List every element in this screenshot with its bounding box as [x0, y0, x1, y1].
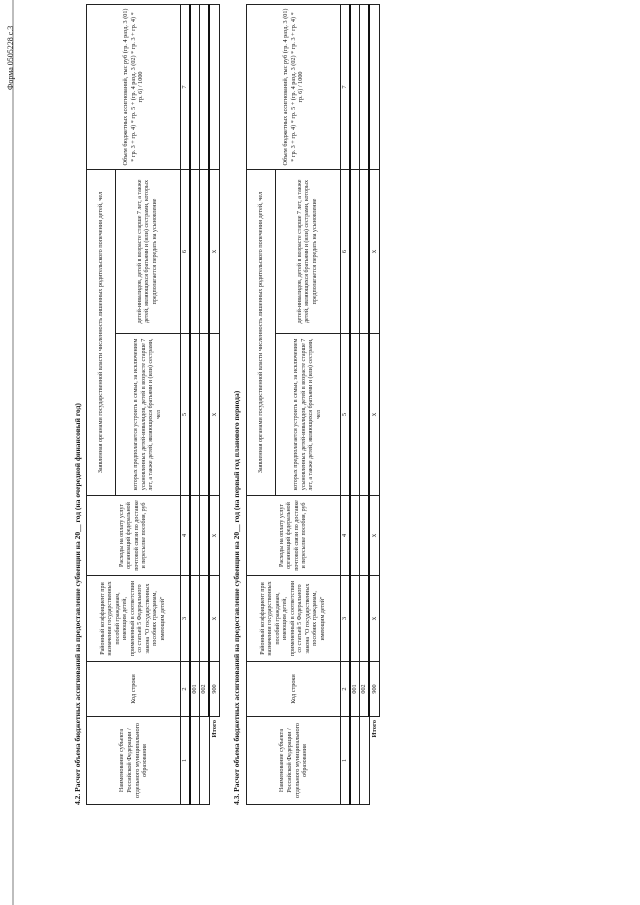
cell-coefficient[interactable] [200, 576, 210, 662]
cell-subject[interactable] [200, 717, 210, 805]
cell-code: 001 [350, 662, 360, 717]
header-budget-volume: Объем бюджетных ассигнований, тыс руб (гр. 4 разд. 3 (01) * гр. 3 + гр. 4) * гр. 5 + (гр. 4 разд. 3 (02) * гр. 3 + гр. 4) * гр. 6) / 1000 [87, 5, 181, 170]
cell-volume[interactable] [190, 5, 200, 170]
cell-family[interactable] [200, 334, 210, 496]
x-mark: x [369, 170, 380, 334]
col-number-2: 2 [181, 662, 191, 717]
cell-family[interactable] [190, 334, 200, 496]
header-regional-coefficient: Районный коэффициент при назначении государственных пособий гражданам, имеющим детей, примененный в соответствии со статьей 5 Федерального закона "О государственных пособиях гражданам, имеющим детей" [87, 576, 181, 662]
header-regional-coefficient: Районный коэффициент при назначении государственных пособий гражданам, имеющим детей, примененный в соответствии со статьей 5 Федерального закона "О государственных пособиях гражданам, имеющим детей" [247, 576, 341, 662]
section-4-3-heading: 4.3. Расчет объема бюджетных ассигнований на предоставление субвенции на 20__ год (на первый год планового периода) [232, 390, 241, 805]
col-number-5: 5 [181, 334, 191, 496]
col-number-5: 5 [341, 334, 351, 496]
col-number-2: 2 [341, 662, 351, 717]
cell-volume[interactable] [350, 5, 360, 170]
col-number-1: 1 [181, 717, 191, 805]
cell-coefficient[interactable] [350, 576, 360, 662]
col-number-7: 7 [341, 5, 351, 170]
section-4-2-heading: 4.2. Расчет объема бюджетных ассигнований на предоставление субвенции на 20__ год (на очередной финансовый год) [73, 403, 82, 805]
header-row-code: Код строки [247, 662, 341, 717]
cell-subject[interactable] [190, 717, 200, 805]
header-children-adoption: детей-инвалидов, детей в возрасте старше 7 лет, а также детей, являющихся братьями и (или) сестрами, которых предполагается передать на усыновление [116, 170, 181, 334]
x-mark: x [209, 334, 220, 496]
cell-adoption[interactable] [190, 170, 200, 334]
cell-postal[interactable] [200, 496, 210, 576]
col-number-3: 3 [181, 576, 191, 662]
table-row [190, 5, 200, 805]
col-number-6: 6 [341, 170, 351, 334]
total-row [209, 5, 220, 805]
table-row [350, 5, 360, 805]
col-number-4: 4 [181, 496, 191, 576]
header-children-adoption: детей-инвалидов, детей в возрасте старше 7 лет, а также детей, являющихся братьями и (или) сестрами, которых предполагается передать на усыновление [276, 170, 341, 334]
cell-coefficient[interactable] [360, 576, 370, 662]
cell-volume[interactable] [360, 5, 370, 170]
col-number-4: 4 [341, 496, 351, 576]
total-volume[interactable] [209, 5, 220, 170]
x-mark: x [209, 170, 220, 334]
cell-coefficient[interactable] [190, 576, 200, 662]
header-children-count-group: Заявленная органами государственной власти численность лишенных родительского попечения детей, чел [87, 170, 116, 496]
header-children-family: которых предполагается устроить в семьи, за исключением усыновленных детей-инвалидов, детей в возрасте старше 7 лет, а также детей, являющихся братьями и (или) сестрами, чел [276, 334, 341, 496]
x-mark: x [209, 576, 220, 662]
cell-postal[interactable] [350, 496, 360, 576]
header-postal-expenses: Расходы на оплату услуг организаций федеральной почтовой связи по доставке и пересылке пособия, руб [247, 496, 341, 576]
cell-code: 002 [360, 662, 370, 717]
total-code: 900 [369, 662, 380, 717]
cell-family[interactable] [350, 334, 360, 496]
cell-code: 001 [190, 662, 200, 717]
cell-adoption[interactable] [360, 170, 370, 334]
total-volume[interactable] [369, 5, 380, 170]
x-mark: x [369, 496, 380, 576]
table-row [200, 5, 210, 805]
x-mark: x [369, 334, 380, 496]
header-subject-name: Наименование субъекта Российской Федерации / отдельного муниципального образования [247, 717, 341, 805]
cell-subject[interactable] [360, 717, 370, 805]
cell-subject[interactable] [350, 717, 360, 805]
header-budget-volume: Объем бюджетных ассигнований, тыс руб (гр. 4 разд. 3 (01) * гр. 3 + гр. 4) * гр. 5 + (гр. 4 разд. 3 (02) * гр. 3 + гр. 4) * гр. 6) / 1000 [247, 5, 341, 170]
cell-postal[interactable] [190, 496, 200, 576]
header-row-code: Код строки [87, 662, 181, 717]
total-row [369, 5, 380, 805]
header-postal-expenses: Расходы на оплату услуг организаций федеральной почтовой связи по доставке и пересылке пособия, руб [87, 496, 181, 576]
header-subject-name: Наименование субъекта Российской Федерации / отдельного муниципального образования [87, 717, 181, 805]
cell-adoption[interactable] [350, 170, 360, 334]
header-children-count-group: Заявленная органами государственной власти численность лишенных родительского попечения детей, чел [247, 170, 276, 496]
col-number-6: 6 [181, 170, 191, 334]
x-mark: x [369, 576, 380, 662]
cell-code: 002 [200, 662, 210, 717]
form-code: Форма 0505228 с.3 [6, 25, 15, 90]
col-number-7: 7 [181, 5, 191, 170]
col-number-1: 1 [341, 717, 351, 805]
cell-postal[interactable] [360, 496, 370, 576]
table-row [360, 5, 370, 805]
section-4-3-table [246, 4, 380, 805]
cell-adoption[interactable] [200, 170, 210, 334]
total-label: Итого [210, 720, 218, 738]
cell-family[interactable] [360, 334, 370, 496]
cell-volume[interactable] [200, 5, 210, 170]
section-4-2-table [86, 4, 220, 805]
header-children-family: которых предполагается устроить в семьи, за исключением усыновленных детей-инвалидов, детей в возрасте старше 7 лет, а также детей, являющихся братьями и (или) сестрами, чел [116, 334, 181, 496]
col-number-3: 3 [341, 576, 351, 662]
total-label: Итого [370, 720, 378, 738]
x-mark: x [209, 496, 220, 576]
total-code: 900 [209, 662, 220, 717]
